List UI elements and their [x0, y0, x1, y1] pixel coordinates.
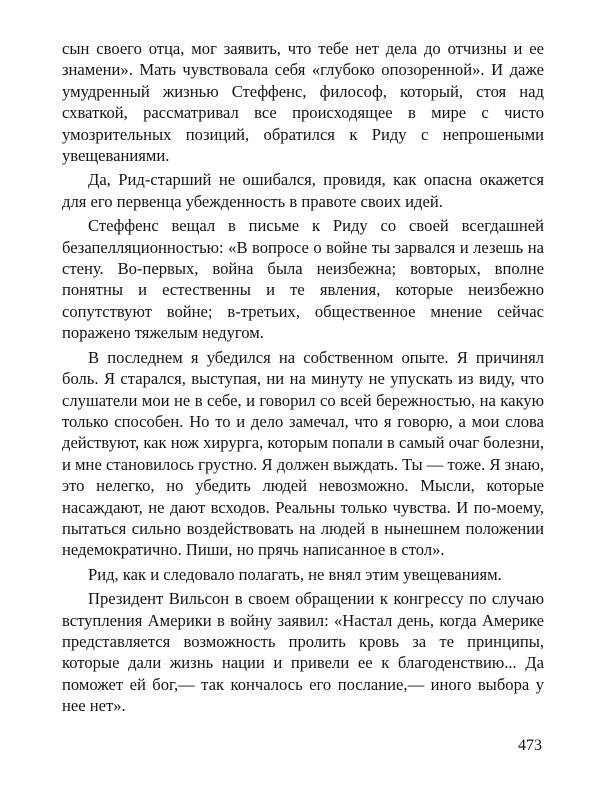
paragraph-2: Да, Рид-старший не ошибался, провидя, как опасна окажется для его первенца убежденность в правоте своих идей.: [62, 170, 544, 211]
paragraph-3: Стеффенс вещал в письме к Риду со своей всегдашней безапелляционностью: «В вопросе о войне ты зарвался и лезешь на стену. Во-первых, война была неизбежна; вовторых, вполне понятны и естественны и те явления, которые неизбежно сопутствуют войне; в-третьих, общественное мнение сейчас поражено тяжелым недугом.: [62, 216, 544, 343]
page-number: 473: [518, 737, 542, 754]
page-body: [62, 38, 544, 720]
paragraph-5: Рид, как и следовало полагать, не внял этим увещеваниям.: [88, 564, 502, 584]
paragraph-1: сын своего отца, мог заявить, что тебе нет дела до отчизны и ее знамени». Мать чувствовала себя «глубоко опозоренной». И даже умудренный жизнью Стеффенс, философ, который, стоя над схваткой, рассматривал все происходящее в мире с чисто умозрительных позиций, обратился к Риду с непрошеными увещеваниями.: [62, 39, 544, 166]
paragraph-4: В последнем я убедился на собственном опыте. Я причинял боль. Я старался, выступая, ни на минуту не упускать из виду, что слушатели мои не в себе, и говорил со всей бережностью, на какую только способен. Но то и дело замечал, что я говорю, а мои слова действуют, как нож хирурга, которым попали в самый очаг болезни, и мне становилось грустно. Я должен выждать. Ты — тоже. Я знаю, это нелегко, но убедить людей невозможно. Мысли, которые насаждают, не дают всходов. Реальны только чувства. И по-моему, пытаться сильно воздействовать на людей в нынешнем положении недемократично. Пиши, но прячь написанное в стол».: [62, 347, 544, 560]
paragraph-6: Президент Вильсон в своем обращении к конгрессу по случаю вступления Америки в войну заявил: «Настал день, когда Америке представляется возможность пролить кровь за те принципы, которые дали жизнь нации и привели ее к благоденствию... Да поможет ей бог,— так кончалось его послание,— иного выбора у нее нет».: [62, 589, 544, 716]
